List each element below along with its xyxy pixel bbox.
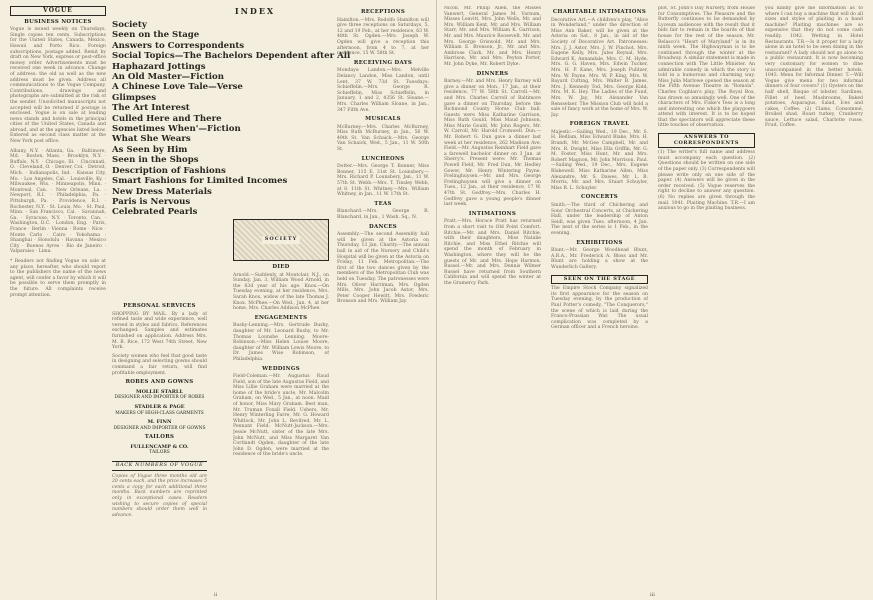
index-item[interactable]: Smart Fashions for Limited Incomes [112, 176, 288, 187]
index-item[interactable]: Haphazard Jottings [112, 61, 206, 72]
society-label: SOCIETY [262, 236, 300, 244]
answers-text: (1) The writer's full name and address must accompany each question. (2) Questions should be written on one side of the paper only. (3) Correspondents will please write only on one side of the paper. (4) Answers will be given in the order received. (5) Vogue reserves the right to decline to answer any question. (6) No replies are given through the mail. 1041. Plaiting Machine. T.R.—I am anxious to go in the plaiting business. [658, 150, 755, 212]
page-number-left: ii [214, 592, 218, 598]
died-heading: DIED [272, 264, 290, 270]
teas-heading: TEAS [374, 200, 392, 207]
receptions-heading: RECEPTIONS [360, 9, 406, 15]
column-charitable [551, 6, 648, 592]
exhibitions-heading: EXHIBITIONS [576, 239, 623, 246]
charitable-text: Decorative Art.—A children's play, "Alice in Wonderland," under the direction of Miss Ann Baker, will be given at the Astoria on Sat., 8 Jan., in aid of the Society of Decorative Art. Patronesses: Mrs. J. J. Astor, Mrs. J. W. Pinchot, Mrs. Eugene Kelly, Mrs. Jules Reynal, Mrs. Edward K. Annandale, Mrs. C. M. Hyde, Mrs. G. G. Haven, Mrs. Edwin Tucker, Mrs. H. P. Kane, Mrs. Joseph Pulitzer, Mrs. W. Payne, Mrs. W. P. King, Mrs. W. Bayard Cutting, Mrs. Walter B. James, Mrs. J. Kennedy Tod, Mrs. George Kidd, Mrs. M. K. Hey. The Ladies of the Fund, Mrs. W. Jay, Mr. Alexander Van Rensselaer. The Mission Club will hold a sale of fancy work at the home of Mrs. W. Jay. [551, 17, 648, 118]
tailors-heading: TAILORS [144, 434, 175, 441]
exhibitions-text: Blunt.—Mr. George Woodhead Blunt, A.R.A., Mr. Frederick A. Bloss and Mr. Blunt are holding a show at the Wunderlich Gallery. [551, 248, 648, 270]
dinners-heading: DINNERS [476, 70, 509, 77]
died-text: Arnold.—Suddenly, at Montclair, N.J., on Sunday, Jan. 3, William Wood Arnold, in the 63d year of his age. Knox.—On Tuesday evening, at her residence, Mrs. Sarah Knox, widow of the late Thomas J. Knox. McPhee.—On Wed., Jan. 4, at her home, Mrs. Charles Addison McPhee. [233, 272, 329, 312]
concerts-heading: CONCERTS [580, 194, 618, 201]
column-society [233, 215, 329, 592]
receiving-days-text: Mondays: Landon.—Mrs. Melville Delancy Landon, Miss Landon, until Lent, 37 W. 73d St. Tuesdays: Schieffelin.—Mrs. George R. Schieffelin, Miss Schieffelin, in January, 1 and 2, 4356 St. Sloane.—Mrs. Charles William Sloane, in Jan., 347 Fifth Ave. [337, 68, 429, 113]
index-item[interactable]: New Dress Materials [112, 186, 212, 197]
column-correspondents-left [658, 6, 755, 592]
engagements-heading: ENGAGEMENTS [254, 314, 308, 321]
dances-heading: DANCES [369, 223, 397, 230]
dinners-text: Barney.—Mr. and Mrs. Henry Barney will give a dinner on Mon., 17 Jan., at their residence, 77 W. 58th St. Carroll.—Mr. and Mrs. Charles Carroll of Baltimore gave a dinner on Thursday, before the Richmond County Horse Club ball. Guests were Miss Katharine Garrison, Miss Ruth Gould, Miss Maud Johnson, Miss Marie Gould, Mr. John Rogers, Mr. W. Carroll, Mr. Harold Cromwell. Dun.—Mr. Robert G. Dun gave a dinner last week at her residence, 262 Madison Ave. Field.—Mr. Augustus Reinhart Field gave a farewell bachelor dinner on 3 Jan. at Sherry's. Present were: Mr. Thomas Powell Field, Mr. Fred Dun, Mr. Hedley Gower, Mr. Henry Wintering Payne. Frelinghuysen.—Mr. and Mrs. George Frelinghuysen will give a dinner on Tues., 12 Jan., at their residence, 17 W. 47th St. Godfrey.—Mrs. Charles H. Godfrey gave a young people's dinner last week. [444, 79, 541, 208]
index-item[interactable]: Seen in the Shops [112, 155, 199, 166]
business-line: MAKERS OF HIGH-CLASS GARMENTS [115, 410, 204, 416]
index-item[interactable]: A Chinese Love Tale—Verse [112, 82, 243, 93]
column-receptions [337, 6, 429, 592]
index-item[interactable]: Society [112, 20, 147, 30]
back-numbers-text: Copies of Vogue three months old are 20 cents each, and the price increases 5 cents a copy for each additional three months. Back numbers are reprinted only in exceptional cases. Readers wishing to secure copies of special numbers should order them well in advance. [112, 473, 207, 518]
musicals-text: McBurney.—Mrs. Charles McBurney, Miss Ruth McBurney, in Jan., 56 W. 49th St. Van Schaick.—Mrs. George Van Schaick, Wed., 5 Jan., 11 W. 50th St. [337, 124, 429, 153]
business-line: TAILORS [149, 450, 170, 456]
business-notices-heading: BUSINESS NOTICES [24, 18, 92, 25]
luncheons-text: Dotter.—Mrs. George T. Bonner, Miss Bonner, 115 E. 31st St. Lounsbery.—Mrs. Richard P. Lounsbery, Jan., 11 W. 57th St. Webb.—Mrs. T. Tinsley Webb, at 8. 11th St. Whitney.—Mrs. William Whitney, in Jan., 11 W. 17th St. [337, 164, 429, 198]
index-item[interactable]: As Seen by Him [112, 144, 188, 155]
index-item[interactable]: Culled Here and There [112, 113, 222, 124]
page-number-right: iii [650, 592, 655, 598]
index-item[interactable]: Paris is Nervous [112, 196, 191, 207]
back-numbers-heading: BACK NUMBERS OF VOGUE [112, 461, 207, 471]
weddings-text: Field-Coleman.—Mr. Augustus Raud Field, son of the late Augustus Field, and Miss Lillie Graham were married at the home of the bride's uncle, Mr. Malcolm Graham, on Wed., 5 Jan., at noon. Maid of honor, Miss Mary Graham. Best man, Mr. Truman Foxall Field. Ushers, Mr. Henry Winterling Farre, Mr. G. Howard Whitlock, Mr. John L. Revilred, Mr. L. Pennant Field. McNutt-Jackson.—Mrs. Jessie McNutt, sister of the late Mrs. John McNutt, and Miss Margaret Van Cortlandt Ogden, daughter of the late John D. Ogden, were married at the residence of the bride's uncle. [233, 374, 329, 458]
index-title: INDEX [234, 6, 276, 16]
index-item[interactable]: Glimpses [112, 92, 157, 103]
business-name: MOLLIE STARLL [136, 388, 183, 395]
index-item[interactable]: Seen on the Stage [112, 30, 200, 41]
agency-list: Albany, N.Y. · Atlanta, Ga. · Baltimore, Md. · Boston, Mass. · Brooklyn, N.Y. · Buffalo, N.Y. · Chicago, Ill. · Cincinnati, O. · Cleveland, O. · Denver, Col. · Detroit, Mich. · Indianapolis, Ind. · Kansas City, Mo. · Los Angeles, Cal. · Louisville, Ky. · Milwaukee, Wis. · Minneapolis, Minn. · Montreal, Can. · New Orleans, La. · Newport, R.I. · Philadelphia, Pa. · Pittsburgh, Pa. · Providence, R.I. · Rochester, N.Y. · St. Louis, Mo. · St. Paul, Minn. · San Francisco, Cal. · Savannah, Ga. · Syracuse, N.Y. · Toronto, Can. · Washington, D.C. · London, Eng. · Paris, France · Berlin · Vienna · Rome · Nice · Monte Carlo · Cairo · Yokohama · Shanghai · Honolulu · Havana · Mexico City · Buenos Ayres · Rio de Janeiro · Valparaiso · Lima. [10, 148, 106, 255]
foreign-travel-heading: FOREIGN TRAVEL [569, 121, 630, 128]
business-name: STADLER & PAGE [134, 403, 185, 410]
dinners-prelude-text: Nicoll, Mr. Philip Allen, the Misses Vanwert, General James M. Varnum, Misses Leavitt, Mrs. John Wells, Mr. and Mrs. William Kent, Mr. and Mrs. William Starr, Mr. and Mrs. William K. Garrison, Mr. and Mrs. Maurice Roosevelt, Mr. and Mrs. George Griswold, Mr. and Mrs. William E. Bronson, Jr., Mr. and Mrs. Ambrose Clark, Mr. and Mrs. Henry Harrison, Mr. and Mrs. Peyton Porter, Mr. John Dyke, Mr. Robert Dyke. [444, 6, 541, 67]
page-spine [436, 0, 437, 600]
personal-services-text-2: Society women who feel that good taste in designing and selecting gowns should command a fair return, will find profitable employment. [112, 353, 207, 376]
musicals-heading: MUSICALS [365, 116, 401, 123]
answers-continued-text: you kindly give me information as to where I can buy a machine that will do all sizes and styles of plaiting in a hand machine? Plaiting machines are so expensive that they do not come cash readily. 1042. Wetting in Hotel Restaurants. T.R.—Is it proper for a lady alone in an hotel to be seen dining in the restaurant? A lady should not go alone to a public restaurant. It is now becoming very customary for women to dine unaccompanied in the better hotels. 1043. Menu for Informal Dinner. T.—Will Vogue give menu for two informal dinners of four covers? (1) Oysters on the half shell, Bisque of lobster, Sardines, Fillet of beef, Mushrooms, Baked potatoes, Asparagus, Salad, Ices and cakes, Coffee. (2) Clams, Consommé, Broiled shad, Roast turkey, Cranberry sauce, Lettuce salad, Charlotte russe, Fruit, Coffee. [765, 6, 863, 129]
index-item[interactable]: An Old Master—Fiction [112, 72, 224, 83]
index-item[interactable]: Social Topics—The Bachelors Dependent after All [112, 51, 351, 62]
index-item[interactable]: What She Wears [112, 134, 191, 145]
note-text: * Readers not finding Vogue on sale at any place, hereafter, who should report to the publishers the name of the news agent, will confer a favor by which it will be possible to serve them promptly in the future. All complaints receive prompt attention. [10, 258, 106, 298]
dances-text: Assembly.—The second Assembly ball will be given at the Astoria on Thursday, 13 Jan. Charity.—The annual ball in aid of the Nursery and Child's Hospital will be given at the Astoria on Friday, 11 Feb. Metropolitan.—The first of the two dances given by the members of the Metropolitan Club was held on Tuesday. The patronesses were Mrs. Oliver Harriman, Mrs. Ogden Mills, Mrs. John Jacob Astor, Mrs. Peter Cooper Hewitt, Mrs. Frederic Bronson and Mrs. William Jay. [337, 232, 429, 305]
column-dinners [444, 6, 541, 592]
answers-heading: ANSWERS TO CORRESPONDENTS [658, 133, 755, 148]
business-name: FULLENCAMP & CO. [130, 443, 189, 450]
index-list [112, 20, 351, 218]
business-notices-text: Vogue is issued weekly on Thursdays. Single copies ten cents. Subscriptions for the United States, Canada, Mexico, Hawaii and Porto Rico. Foreign subscriptions, postage added. Remit by draft on New York, express or post-office money order. Advertisements must be received one week in advance. Change of address: the old as well as the new address must be given. Address all communications to the Vogue Company. Contributions, drawings and photographs are submitted at the risk of the sender. Unsolicited manuscripts not accepted will be returned if postage is enclosed. Vogue is on sale at leading news stands and hotels in the principal cities of the United States, Canada and abroad, and at the agencies listed below. Entered as second class matter at the New York post office. [10, 27, 106, 145]
intimations-heading: INTIMATIONS [468, 210, 517, 217]
receptions-text: Hamilton.—Mrs. Rodolfo Hamilton will give three receptions on Saturdays, 5, 12 and 19 Feb., at her residence, 63 W. 48th St. Ogden.—Mrs. Joseph W. Ogden will give a reception this afternoon, from 4 to 7, at her residence, 15 W. 58th St. [337, 17, 429, 57]
business-line: DESIGNER AND IMPORTER OF ROBES [114, 395, 205, 401]
concerts-text: Smith.—The third of Chickering and Sons' Orchestral Concerts, at Chickering Hall, under the leadership of Anton Seidl, was given Tues. afternoon, 4 Jan. The next of the series is 1 Feb., in the evening. [551, 203, 648, 236]
index-item[interactable]: Description of Fashions [112, 165, 226, 176]
stage-continued-text: plot, St. John's Day Nursery, from House for Consumptives. The Pleasure and the Butterfly continues to be demanded by Lyceum audiences with the result that it bids fair to remain in the boards of that house for the rest of the season. Mr. Belasco's "Heart of Maryland" is in its ninth week. The Highwayman is to be continued through the winter at the Broadway. A similar statement is made in connection with The Little Minister. An admirable comedy in which the story is told in a humorous and charming way. Miss Julia Marlowe opened the season at the Fifth Avenue Theatre in "Romola". Charles Coghlan's play, The Royal Box, has drawn so amusingly well. One of the characters of Mrs. Fiske's Tess is a long and interesting one which the playgoers attend with interest. It is to be hoped that the spectators will appreciate these little touches of observation. [658, 6, 755, 129]
society-illustration [233, 219, 329, 261]
foreign-travel-text: Majestic.—Sailing Wed., 19 Dec., Mr. S. H. Bedlam, Miss Edward Blake, Mrs. H. Brandt, Mr. McGee Campbell, Mr. and Mrs. R. Dwight, Miss Ella Griffin, Mr. G. M. Foster, Miss Hunt, Mr. and Mrs. Robert Magnon, Mr. John Morrison. Paul.—Sailing Wed., 19 Dec., Mrs. Eugene Blakewell, Miss Katharine Allen, Miss Alexandre, Mr. S. Dawes, Mr. L. B. Morris, Mr. and Mrs. Stuart Schuyler, Miss R. L. Schuyler. [551, 129, 648, 191]
charitable-heading: CHARITABLE INTIMATIONS [552, 9, 647, 15]
index-item[interactable]: The Art Interest [112, 103, 190, 114]
robes-gowns-heading: ROBES AND GOWNS [125, 379, 194, 386]
index-item[interactable]: Sometimes When'—Fiction [112, 124, 241, 135]
column-index [112, 300, 207, 592]
index-item[interactable]: Celebrated Pearls [112, 207, 198, 218]
seen-on-stage-text: The Empire Stock Company signalized its first appearance for the season on Tuesday evening, by the production of Paul Potter's comedy, "The Conquerors," the scene of which is laid during the Franco-Prussian War. The usual complication was completed by a German officer and a French heroine. [551, 286, 648, 331]
engagements-text: Bushy-Lenning.—Mrs. Gertrude Bushy, daughter of Mr. Leonard Bushy, to Mr. Thomas Lounsbe Lenning. Moore-Robinson.—Miss Helen Louise Moore, daughter of Mr. William Lewis Moore, to Dr. James Wise Robinson, of Philadelphia. [233, 323, 329, 362]
seen-on-stage-heading: SEEN ON THE STAGE [551, 275, 648, 285]
index-item[interactable]: Answers to Correspondents [112, 40, 245, 51]
vogue-label: VOGUE [10, 6, 106, 16]
receiving-days-heading: RECEIVING DAYS [353, 59, 413, 66]
luncheons-heading: LUNCHEONS [361, 155, 405, 162]
business-line: DESIGNER AND IMPORTER OF GOWNS [113, 425, 206, 431]
personal-services-heading: PERSONAL SERVICES [123, 303, 196, 309]
business-name: M. FINN [147, 419, 172, 426]
weddings-heading: WEDDINGS [262, 365, 300, 372]
column-business-notices [10, 6, 106, 592]
teas-text: Blanchard.—Mrs. George R. Blanchard, in Jan., 1 Wash. Sq., N. [337, 209, 429, 220]
intimations-text: Pratt.—Mrs. Horace Pratt has returned from a short visit to Old Point Comfort. Ritchie.—Mr. and Mrs. Daniel Ritchie, with their daughters, Miss Natalie Ritchie, and Miss Ethel Ritchie will spend the month of February in Washington, where they will be the guests of Mr. and Mrs. Hope Harmon. Russel.—Mr. and Mrs. Dennis Wilmer Russel have returned from Southern California and will spend the winter at the Gramercy Park. [444, 219, 541, 286]
column-correspondents-right [765, 6, 863, 592]
personal-services-text: SHOPPING BY MAIL. By a lady of refined taste and wide experience, well versed in styles and fabrics. References exchanged. Samples and estimates furnished on application. Address Mrs. M. B. Rice, 172 West 74th Street, New York. [112, 311, 207, 351]
